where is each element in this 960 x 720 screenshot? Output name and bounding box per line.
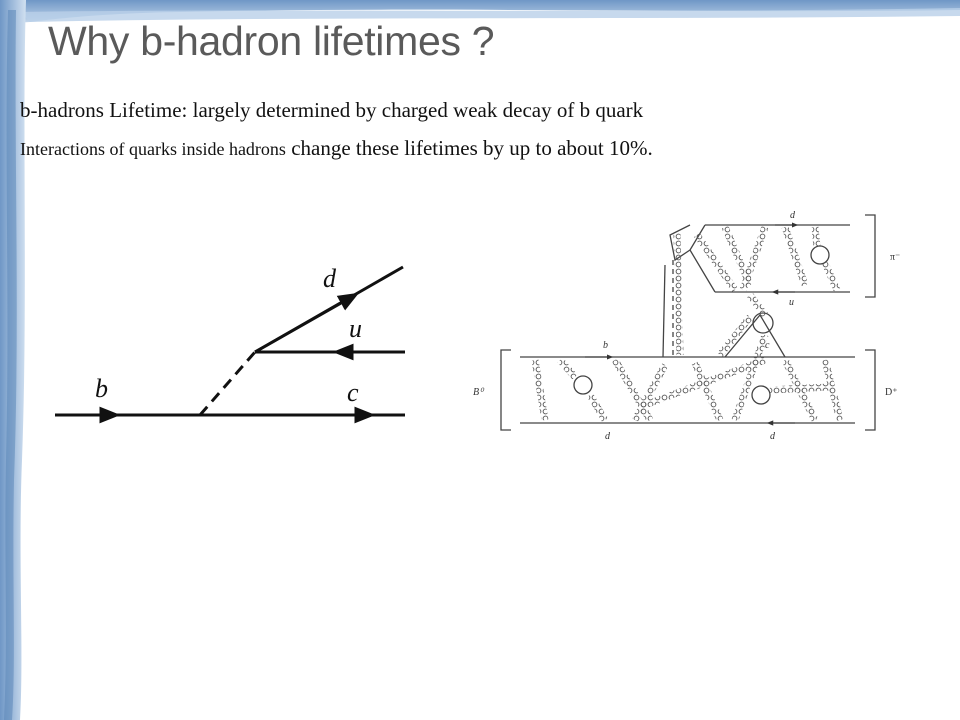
label-bot-d-right: d (770, 431, 775, 442)
body-text-line-2-part-1: Interactions of quarks inside hadrons (20, 139, 286, 159)
w-boson-line (200, 352, 255, 415)
label-mid-c: c (765, 340, 770, 351)
label-u: u (349, 314, 362, 343)
label-bot-d-left: d (605, 431, 610, 442)
quark-loop-3 (574, 376, 592, 394)
label-top-d: d (790, 210, 795, 221)
bracket-pion-right (865, 215, 875, 297)
label-b: b (95, 374, 108, 403)
body-text-line-1: b-hadrons Lifetime: largely determined by charged weak decay of b quark (20, 98, 644, 122)
label-c: c (347, 378, 359, 407)
label-d-meson: D⁺ (885, 387, 898, 398)
label-d: d (323, 264, 336, 293)
label-b-meson: B⁰ (473, 387, 484, 398)
quark-loop-4 (752, 386, 770, 404)
label-mid-b: b (603, 340, 608, 351)
label-top-u: u (789, 297, 794, 308)
quark-loop-1 (811, 246, 829, 264)
body-text-line-2-part-2: change these lifetimes by up to about 10%. (285, 136, 653, 160)
page-title: Why b-hadron lifetimes ? (48, 18, 495, 64)
label-pion: π⁻ (890, 252, 901, 263)
bracket-d-meson-right (865, 350, 875, 430)
feynman-diagram-tree (45, 255, 415, 435)
body-text-line-2 (20, 136, 653, 161)
gluon-lines (535, 227, 840, 420)
feynman-diagram-qcd (465, 205, 915, 450)
bracket-b-meson-left (501, 350, 511, 430)
d-quark-arrow (255, 298, 350, 352)
